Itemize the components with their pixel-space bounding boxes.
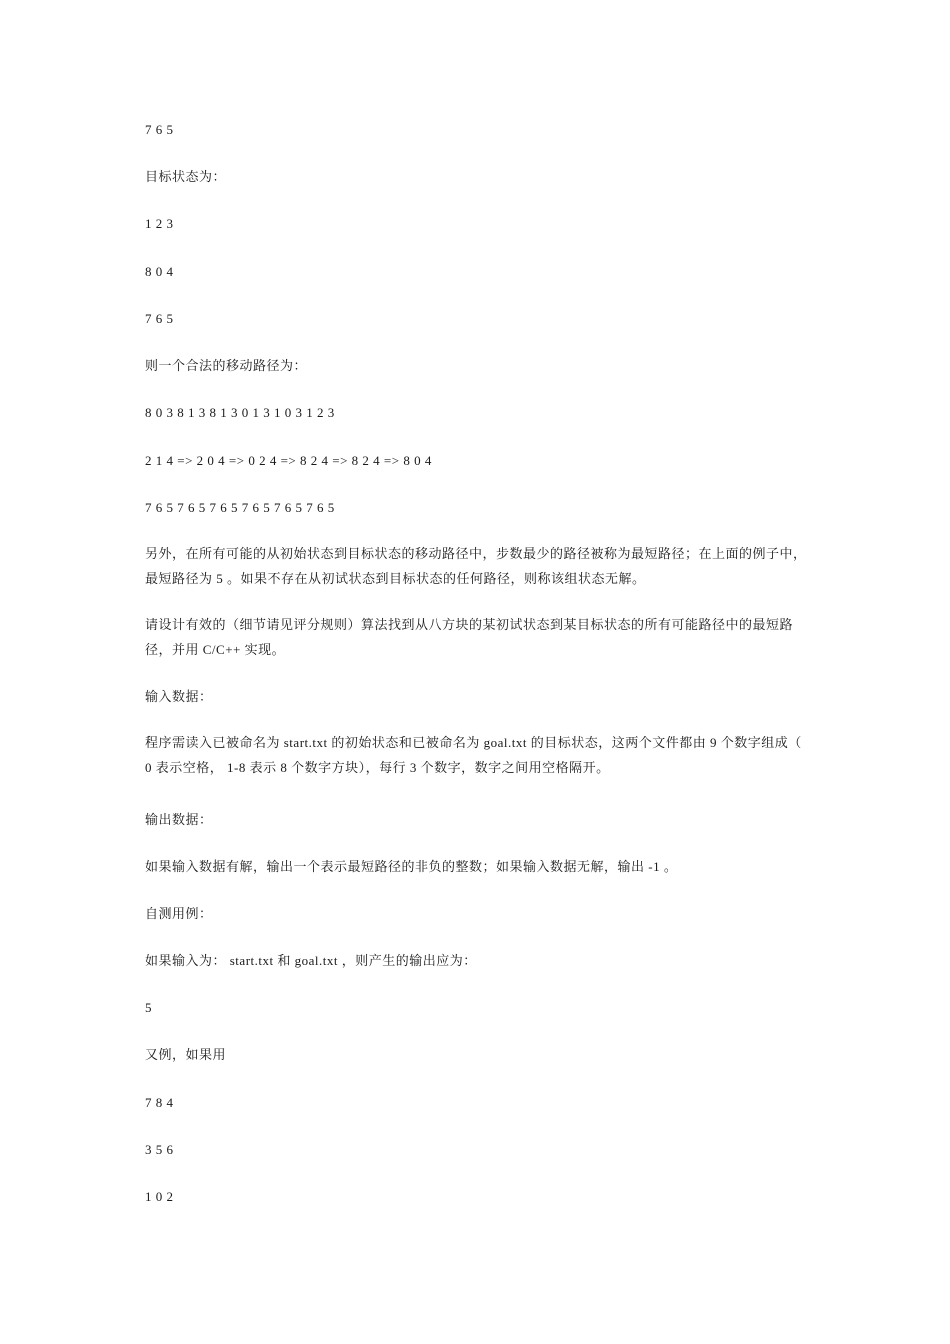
text-line: 又例，如果用 (145, 1047, 227, 1062)
text-line: 如果输入为： start.txt 和 goal.txt ，则产生的输出应为： (145, 953, 477, 968)
text-line: 7 6 5 (145, 122, 174, 137)
paragraph: 请设计有效的（细节请见评分规则）算法找到从八方块的某初试状态到某目标状态的所有可能路径中的最短路径，并用 C/C++ 实现。 (145, 617, 794, 657)
text-line: 输出数据： (145, 812, 213, 827)
text-line: 7 6 5 7 6 5 7 6 5 7 6 5 7 6 5 7 6 5 (145, 500, 335, 515)
text-line: 目标状态为： (145, 169, 227, 184)
text-line: 3 5 6 (145, 1142, 174, 1157)
text-line: 1 0 2 (145, 1189, 174, 1204)
paragraph: 另外，在所有可能的从初始状态到目标状态的移动路径中，步数最少的路径被称为最短路径；在上面的例子中，最短路径为 5 。如果不存在从初试状态到目标状态的任何路径，则称该组状态无解。 (145, 546, 807, 586)
text-line: 7 6 5 (145, 311, 174, 326)
text-line: 输入数据： (145, 689, 213, 704)
text-line: 7 8 4 (145, 1095, 174, 1110)
text-line: 则一个合法的移动路径为： (145, 358, 308, 373)
text-line: 自测用例： (145, 906, 213, 921)
paragraph: 程序需读入已被命名为 start.txt 的初始状态和已被命名为 goal.txt 的目标状态，这两个文件都由 9 个数字组成（ 0 表示空格， 1-8 表示 8 个数字方块），每行 3 个数字，数字之间用空格隔开。 (145, 735, 802, 775)
text-line: 1 2 3 (145, 216, 174, 231)
text-line: 8 0 3 8 1 3 8 1 3 0 1 3 1 0 3 1 2 3 (145, 405, 335, 420)
text-line: 2 1 4 => 2 0 4 => 0 2 4 => 8 2 4 => 8 2 4 => 8 0 4 (145, 453, 432, 468)
text-line: 8 0 4 (145, 264, 174, 279)
text-line: 5 (145, 1000, 152, 1015)
text-line: 如果输入数据有解，输出一个表示最短路径的非负的整数；如果输入数据无解，输出 -1 。 (145, 859, 678, 874)
